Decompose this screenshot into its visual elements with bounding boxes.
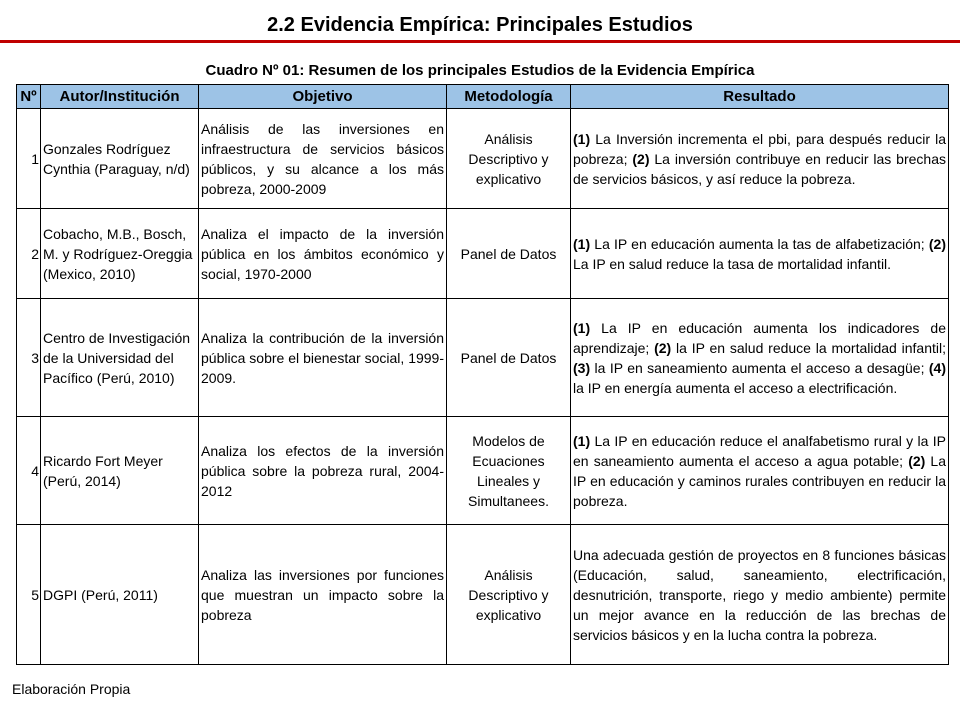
result-item-marker: (3)	[573, 359, 591, 376]
method-cell: Panel de Datos	[447, 209, 571, 299]
result-text: La IP en salud reduce la tasa de mortalidad infantil.	[573, 255, 892, 272]
row-number: 3	[17, 299, 41, 417]
result-cell	[571, 209, 949, 299]
method-cell: Análisis Descriptivo y explicativo	[447, 525, 571, 665]
row-number: 1	[17, 109, 41, 209]
author-cell: Centro de Investigación de la Universidad del Pacífico (Perú, 2010)	[41, 299, 199, 417]
result-text: La IP en educación aumenta los indicadores de aprendizaje;	[573, 319, 946, 356]
result-cell	[571, 299, 949, 417]
table-caption: Cuadro Nº 01: Resumen de los principales Estudios de la Evidencia Empírica	[205, 62, 755, 79]
result-text: La IP en educación reduce el analfabetismo rural y la IP en saneamiento aumenta el acceso a agua potable;	[573, 432, 946, 469]
objective-cell: Analiza el impacto de la inversión pública en los ámbitos económico y social, 1970-2000	[199, 209, 447, 299]
header-objective: Objetivo	[199, 85, 447, 109]
result-text: La IP en educación aumenta la tas de alfabetización;	[590, 235, 929, 252]
result-text: Una adecuada gestión de proyectos en 8 funciones básicas (Educación, salud, saneamiento, electrificación, desnutrición, transporte, riego y medio ambiente) permite un mejor avance en la reducción de las brechas de servicios básicos y en la lucha contra la pobreza.	[573, 546, 946, 643]
footer-note: Elaboración Propia	[12, 681, 131, 697]
objective-cell: Análisis de las inversiones en infraestructura de servicios básicos públicos, y su alcance a los más pobreza, 2000-2009	[199, 109, 447, 209]
result-text: La IP en educación y caminos rurales contribuyen en reducir la pobreza.	[573, 452, 947, 509]
result-text: la IP en salud reduce la mortalidad infantil;	[671, 339, 946, 356]
table-row	[17, 417, 949, 525]
method-cell: Análisis Descriptivo y explicativo	[447, 109, 571, 209]
result-item-marker: (4)	[928, 359, 946, 376]
result-text: La Inversión incrementa el pbi, para después reducir la pobreza;	[573, 130, 946, 167]
row-number: 4	[17, 417, 41, 525]
result-item-marker: (1)	[573, 432, 591, 449]
author-cell: Gonzales Rodríguez Cynthia (Paraguay, n/d)	[41, 109, 199, 209]
table-row	[17, 525, 949, 665]
result-item-marker: (2)	[632, 150, 650, 167]
header-author: Autor/Institución	[41, 85, 199, 109]
result-text: la IP en saneamiento aumenta el acceso a desagüe;	[590, 359, 929, 376]
result-cell	[571, 525, 949, 665]
author-cell: DGPI (Perú, 2011)	[41, 525, 199, 665]
result-item-marker: (2)	[654, 339, 672, 356]
table-header-row	[17, 85, 949, 109]
header-num: Nº	[17, 85, 41, 109]
table-row	[17, 209, 949, 299]
result-item-marker: (1)	[573, 235, 591, 252]
result-item-marker: (1)	[573, 319, 591, 336]
objective-cell: Analiza los efectos de la inversión pública sobre la pobreza rural, 2004-2012	[199, 417, 447, 525]
method-cell: Modelos de Ecuaciones Lineales y Simultanees.	[447, 417, 571, 525]
title-underline	[0, 40, 960, 43]
objective-cell: Analiza las inversiones por funciones que muestran un impacto sobre la pobreza	[199, 525, 447, 665]
result-item-marker: (1)	[573, 130, 591, 147]
page-title: 2.2 Evidencia Empírica: Principales Estudios	[267, 14, 693, 36]
result-item-marker: (2)	[928, 235, 946, 252]
result-text: La inversión contribuye en reducir las brechas de servicios básicos, y así reduce la pobreza.	[573, 150, 946, 187]
method-cell: Panel de Datos	[447, 299, 571, 417]
studies-table	[16, 84, 949, 665]
objective-cell: Analiza la contribución de la inversión pública sobre el bienestar social, 1999-2009.	[199, 299, 447, 417]
header-result: Resultado	[571, 85, 949, 109]
header-method: Metodología	[447, 85, 571, 109]
row-number: 5	[17, 525, 41, 665]
result-text: la IP en energía aumenta el acceso a electrificación.	[573, 379, 898, 396]
author-cell: Cobacho, M.B., Bosch, M. y Rodríguez-Oreggia (Mexico, 2010)	[41, 209, 199, 299]
table-row	[17, 299, 949, 417]
result-cell	[571, 109, 949, 209]
author-cell: Ricardo Fort Meyer (Perú, 2014)	[41, 417, 199, 525]
row-number: 2	[17, 209, 41, 299]
table-row	[17, 109, 949, 209]
result-item-marker: (2)	[908, 452, 926, 469]
result-cell	[571, 417, 949, 525]
